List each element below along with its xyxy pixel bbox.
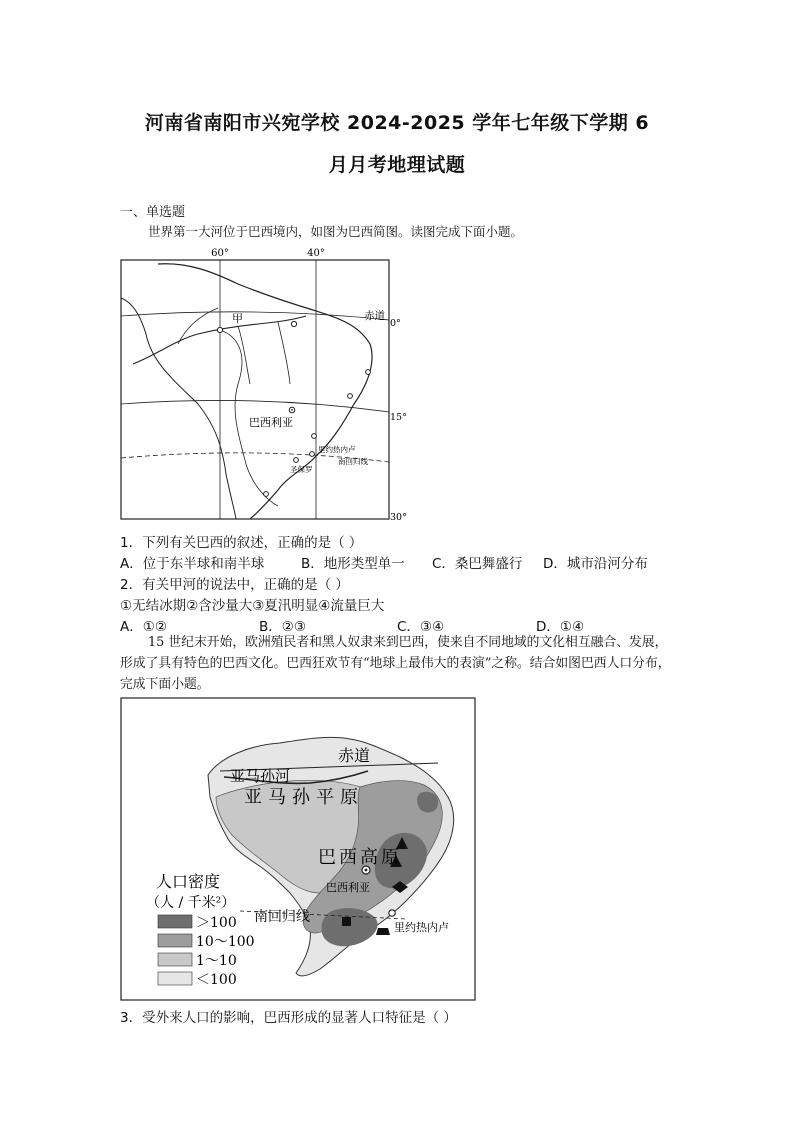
question-2-option-a[interactable]: A．①② xyxy=(120,619,167,635)
legend-label-3: ＜100 xyxy=(196,972,237,988)
passage-2: 15 世纪末开始，欧洲殖民者和黑人奴隶来到巴西，使来自不同地域的文化相互融合、发展，形成了具有特色的巴西文化。巴西狂欢节有“地球上最伟大的表演”之称。结合如图巴西人口分布，完成下面小题。 xyxy=(120,635,671,692)
question-3-stem: 3．受外来人口的影响，巴西形成的显著人口特征是（ ） xyxy=(120,1010,457,1026)
page-title-line1: 河南省南阳市兴宛学校 2024-2025 学年七年级下学期 6 xyxy=(144,112,650,134)
legend-swatch-1 xyxy=(158,934,192,947)
equator-label: 赤道 xyxy=(364,310,385,322)
question-2-option-b[interactable]: B．②③ xyxy=(259,619,306,635)
city-label-brasilia: 巴西利亚 xyxy=(249,416,293,429)
question-1-stem: 1．下列有关巴西的叙述，正确的是（ ） xyxy=(120,535,363,551)
legend-label-2: 1～10 xyxy=(196,953,237,969)
plateau-label: 巴西高原 xyxy=(318,847,402,868)
legend-label-1: 10～100 xyxy=(196,934,255,950)
equator-label-2: 赤道 xyxy=(338,746,371,765)
plain-label-amazon: 亚马孙平原 xyxy=(244,787,364,808)
tropic-label-2: 南回归线 xyxy=(254,909,310,925)
brazil-sketch-map xyxy=(118,244,408,524)
city-label-rio: 里约热内卢 xyxy=(318,445,356,454)
section-intro: 世界第一大河位于巴西境内，如图为巴西简图。读图完成下面小题。 xyxy=(148,224,524,239)
tropic-label: 南回归线 xyxy=(338,457,368,466)
lat-label-0: 0° xyxy=(390,318,401,329)
page-title-line2: 月月考地理试题 xyxy=(328,154,466,176)
river-label-amazon: 亚马孙河 xyxy=(230,767,291,785)
city-label-brasilia-2: 巴西利亚 xyxy=(326,881,370,894)
city-label-saopaulo: 圣保罗 xyxy=(290,465,313,474)
lon-label-60: 60° xyxy=(211,248,229,259)
lat-label-15: 15° xyxy=(390,412,407,423)
legend-unit: （人 / 千米²） xyxy=(146,895,236,911)
section-heading: 一、单选题 xyxy=(120,205,186,220)
legend-label-0: ＞100 xyxy=(196,915,237,931)
question-1-option-a[interactable]: A．位于东半球和南半球 xyxy=(120,556,265,572)
legend-title: 人口密度 xyxy=(156,872,221,891)
brazil-population-map xyxy=(120,697,478,1003)
question-2-option-c[interactable]: C．③④ xyxy=(397,619,445,635)
question-1-option-b[interactable]: B．地形类型单一 xyxy=(301,556,405,572)
river-label-jia: 甲 xyxy=(232,312,243,325)
lon-label-40: 40° xyxy=(307,248,325,259)
question-2-statements: ①无结冰期②含沙量大③夏汛明显④流量巨大 xyxy=(120,598,385,614)
question-2-option-d[interactable]: D．①④ xyxy=(536,619,585,635)
question-1-option-d[interactable]: D．城市沿河分布 xyxy=(543,556,648,572)
lat-label-30: 30° xyxy=(390,512,407,523)
question-2-stem: 2．有关甲河的说法中，正确的是（ ） xyxy=(120,577,349,593)
legend-swatch-3 xyxy=(158,972,192,985)
legend-swatch-0 xyxy=(158,915,192,928)
question-1-option-c[interactable]: C．桑巴舞盛行 xyxy=(432,556,523,572)
legend-swatch-2 xyxy=(158,953,192,966)
city-label-rio-2: 里约热内卢 xyxy=(394,921,449,934)
